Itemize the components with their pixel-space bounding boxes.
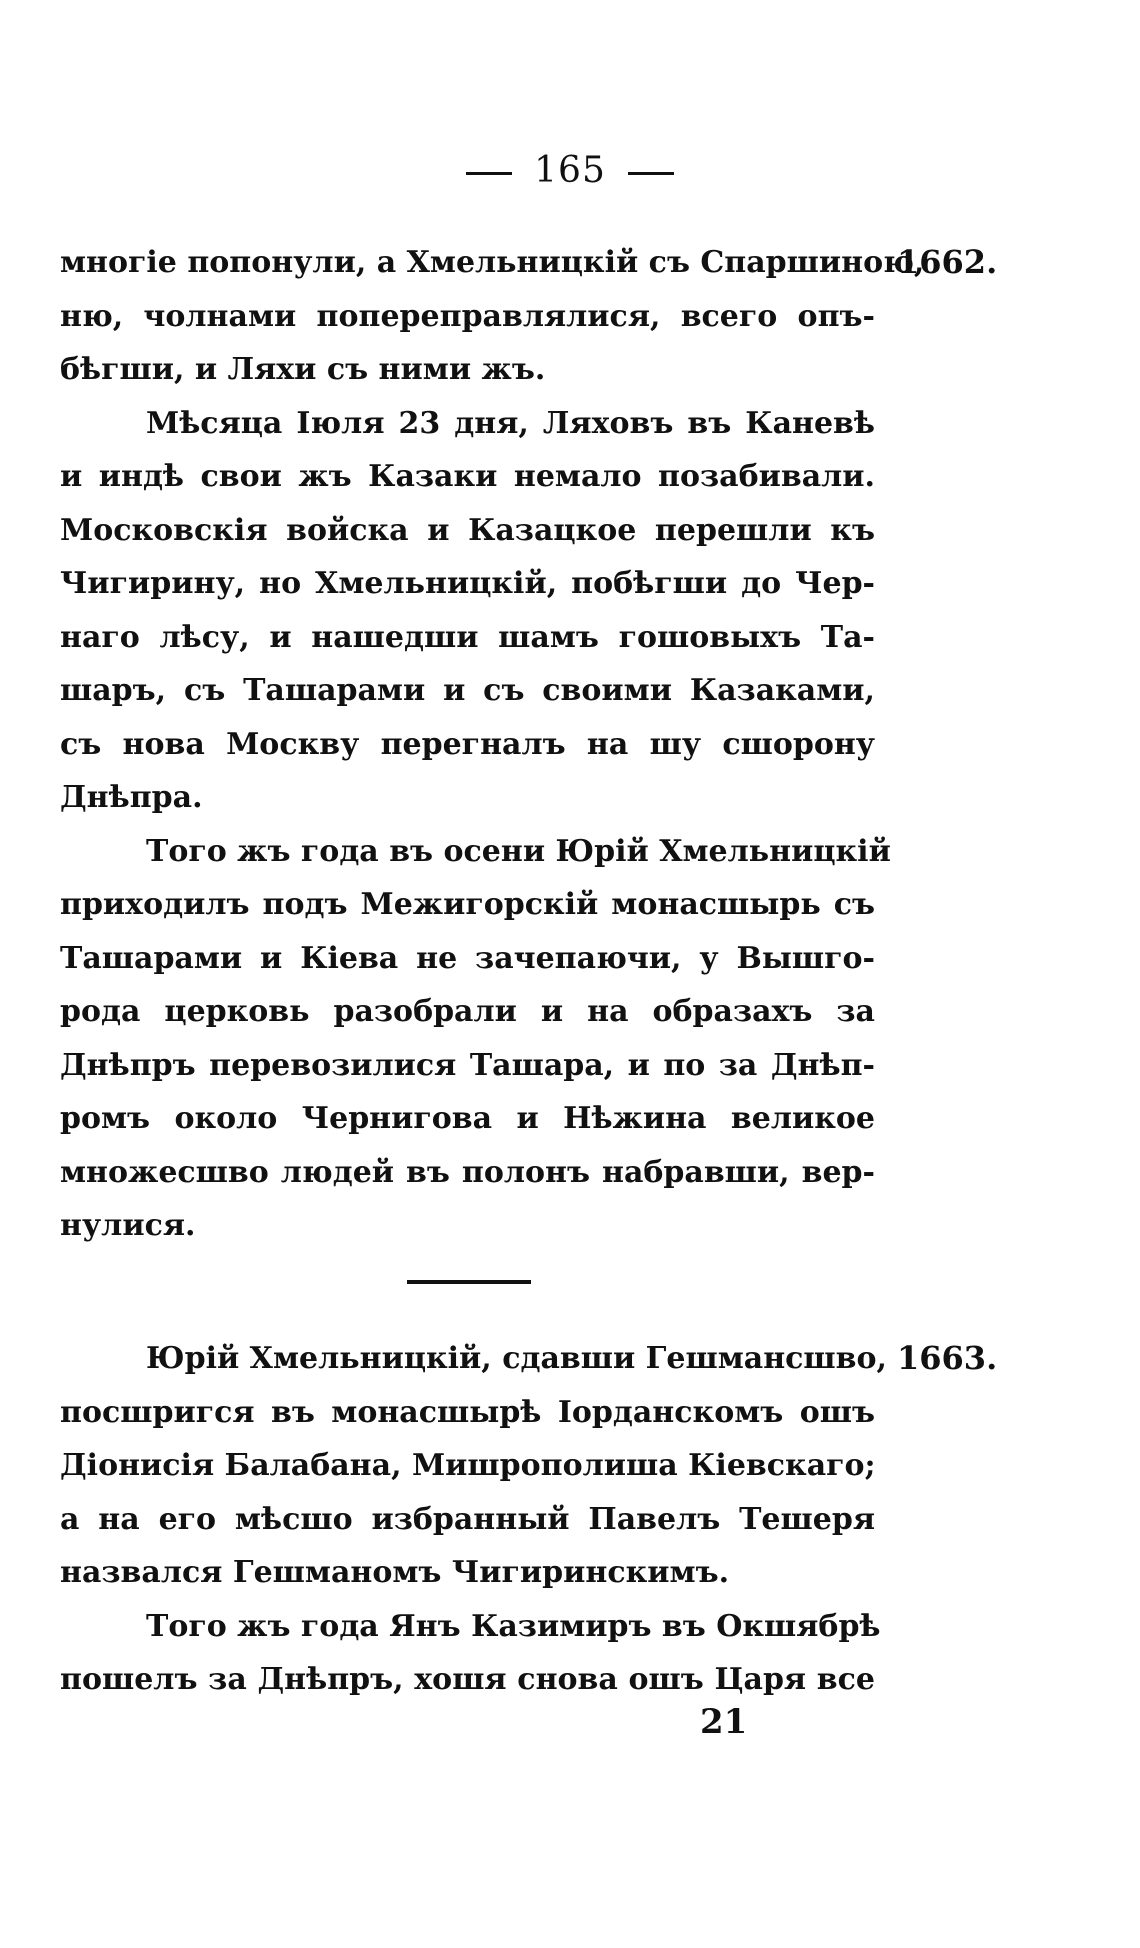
text-line: нулися.	[60, 1208, 196, 1243]
page-header	[0, 150, 1140, 191]
text-block-1662	[60, 236, 925, 1253]
text-line: пошелъ за Днѣпръ, хошя снова ошъ Царя все	[60, 1662, 875, 1697]
text-line: бѣгши, и Ляхи съ ними жъ.	[60, 352, 546, 387]
text-line: и индѣ свои жъ Казаки немало позабивали.	[60, 459, 875, 494]
header-dash-left	[466, 172, 512, 175]
text-line: многіе попонули, а Хмельницкій съ Спаршиною,	[60, 245, 925, 280]
text-line: Днѣпра.	[60, 780, 203, 815]
signature-mark: 21	[700, 1702, 748, 1742]
text-line: Юрій Хмельницкій, сдавши Гешмансшво,	[146, 1341, 887, 1376]
text-line: Того жъ года Янъ Казимиръ въ Окшябрѣ	[146, 1608, 881, 1644]
text-line: ромъ около Чернигова и Нѣжина великое	[60, 1101, 875, 1136]
text-line: рода церковь разобрали и на образахъ за	[60, 994, 875, 1029]
margin-year-1662: 1662.	[897, 243, 998, 281]
text-line: а на его мѣсшо избранный Павелъ Тешеря	[60, 1501, 875, 1537]
text-line: съ нова Москву перегналъ на шу сшорону	[60, 726, 875, 762]
text-line: Московскія войска и Казацкое перешли къ	[60, 512, 875, 548]
margin-year-1663: 1663.	[897, 1339, 998, 1377]
text-block-1663	[60, 1332, 887, 1707]
text-line: посшригся въ монасшырѣ Іорданскомъ ошъ	[60, 1394, 875, 1430]
text-line: Того жъ года въ осени Юрій Хмельницкій	[146, 833, 891, 869]
text-line: Чигирину, но Хмельницкій, побѣгши до Чер-	[60, 566, 875, 601]
text-line: назвался Гешманомъ Чигиринскимъ.	[60, 1555, 730, 1590]
text-line: наго лѣсу, и нашедши шамъ гошовыхъ Та-	[60, 619, 875, 655]
header-dash-right	[628, 172, 674, 175]
text-line: шаръ, съ Ташарами и съ своими Казаками,	[60, 673, 875, 708]
text-line: приходилъ подъ Межигорскій монасшырь съ	[60, 887, 875, 922]
page-number: 165	[534, 150, 606, 191]
text-line: Діонисія Балабана, Мишрополиша Кіевскаго;	[60, 1448, 876, 1483]
text-line: множесшво людей въ полонъ набравши, вер-	[60, 1154, 875, 1190]
text-line: ню, чолнами поперепpавлялися, всего опъ-	[60, 298, 875, 334]
section-divider	[407, 1280, 531, 1284]
text-line: Мѣсяца Іюля 23 дня, Ляховъ въ Каневѣ	[146, 405, 875, 441]
text-line: Ташарами и Кіева не зачепаючи, у Вышго-	[60, 940, 875, 976]
text-line: Днѣпръ перевозилися Ташара, и по за Днѣп-	[60, 1047, 875, 1083]
